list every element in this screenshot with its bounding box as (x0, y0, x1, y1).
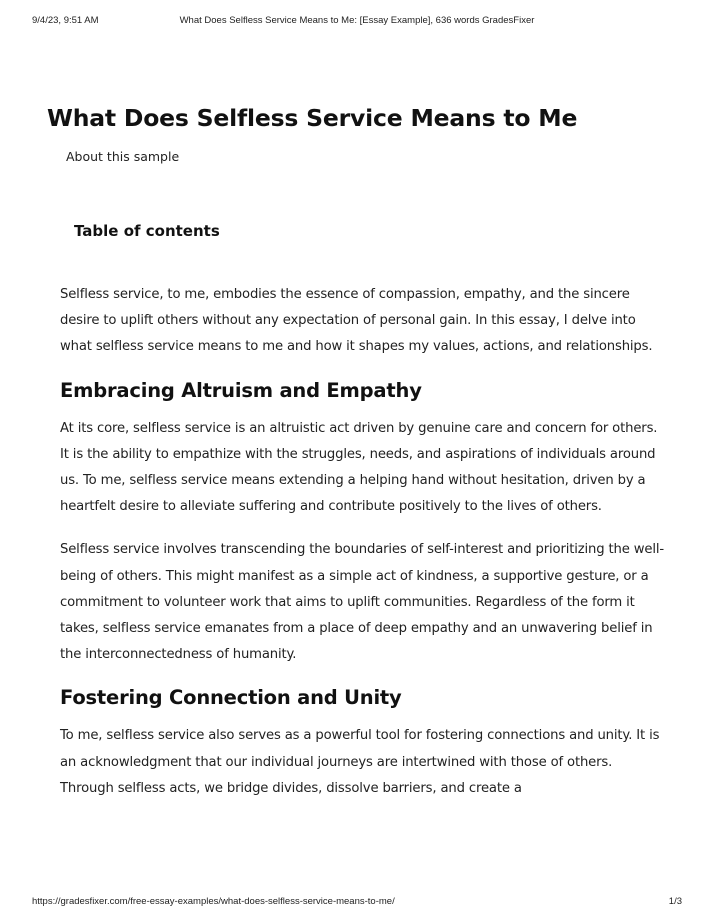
page-number: 1/3 (668, 896, 682, 907)
about-sample-link[interactable]: About this sample (66, 149, 180, 164)
page-title: What Does Selfless Service Means to Me (47, 104, 578, 132)
print-header (0, 15, 714, 29)
article-body (60, 282, 664, 819)
print-datetime: 9/4/23, 9:51 AM (32, 15, 99, 26)
intro-paragraph: Selfless service, to me, embodies the essence of compassion, empathy, and the sincere desire to uplift others without any expectation of personal gain. In this essay, I delve into what selfless service means to me and how it shapes my values, actions, and relationships. (60, 287, 653, 355)
table-of-contents-toggle[interactable]: Table of contents (74, 222, 220, 240)
section-altruism-paragraph-1: At its core, selfless service is an altruistic act driven by genuine care and concern for others. It is the ability to empathize with the struggles, needs, and aspirations of individuals around us. To me, selfless service means extending a helping hand without hesitation, driven by a heartfelt desire to alleviate suffering and contribute positively to the lives of others. (60, 420, 658, 515)
section-heading-connection: Fostering Connection and Unity (60, 686, 402, 710)
print-url: https://gradesfixer.com/free-essay-examples/what-does-selfless-service-means-to-me/ (32, 896, 395, 907)
print-page-title: What Does Selfless Service Means to Me: [Essay Example], 636 words GradesFixer (179, 15, 535, 26)
section-connection-paragraph-1: To me, selfless service also serves as a powerful tool for fostering connections and unity. It is an acknowledgment that our individual journeys are intertwined with those of others. Through selfless acts, we bridge divides, dissolve barriers, and create a (60, 728, 660, 796)
section-heading-altruism: Embracing Altruism and Empathy (60, 378, 422, 402)
print-footer (0, 896, 714, 910)
section-altruism-paragraph-2: Selfless service involves transcending the boundaries of self-interest and prioritizing the well-being of others. This might manifest as a simple act of kindness, a supportive gesture, or a commitment to volunteer work that aims to uplift communities. Regardless of the form it takes, selfless service emanates from a place of deep empathy and an unwavering belief in the interconnectedness of humanity. (60, 542, 664, 663)
